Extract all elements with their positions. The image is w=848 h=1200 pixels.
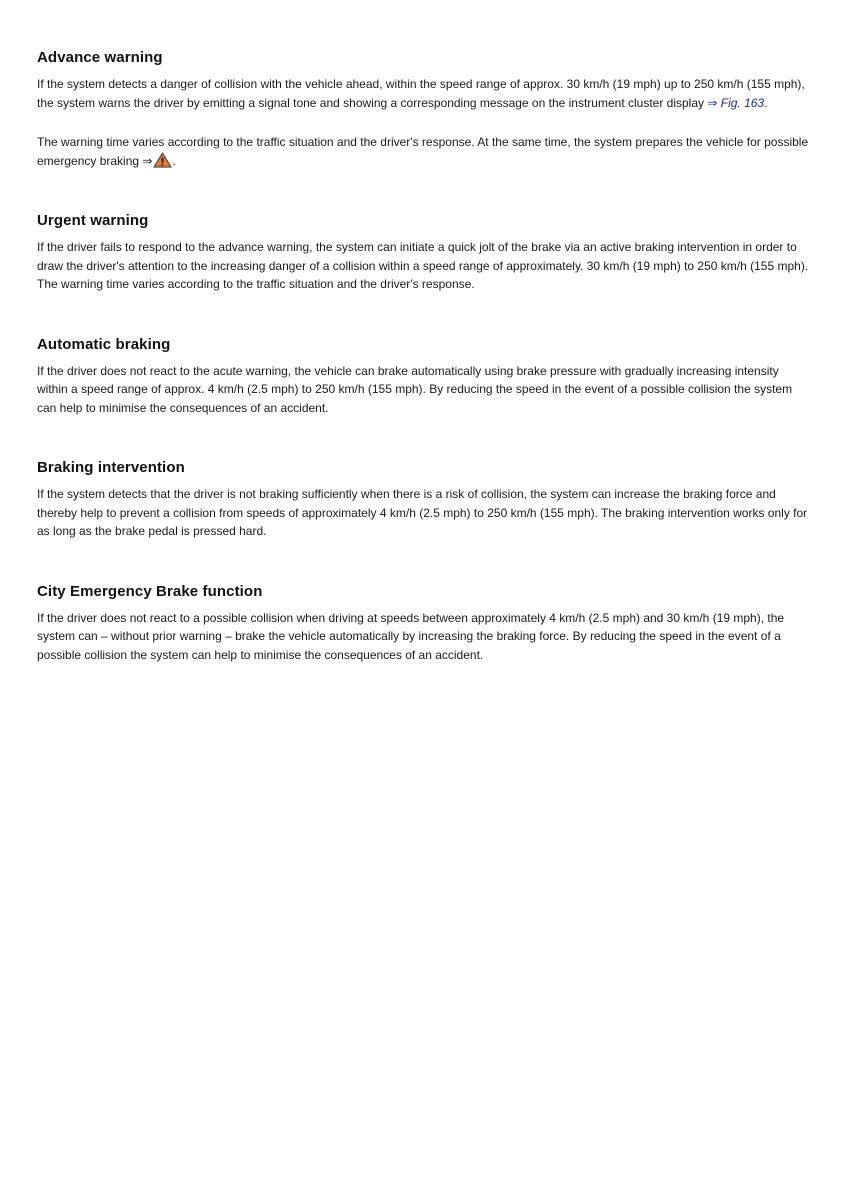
section-braking-intervention bbox=[37, 458, 812, 541]
warning-triangle-icon[interactable] bbox=[153, 152, 172, 168]
automatic-braking-paragraph: If the driver does not react to the acute warning, the vehicle can brake automatically using brake pressure with gradually increasing intensity within a speed range of approx. 4 km/h (2.5 mph) to 250 km/h (155 mph). By reducing the speed in the event of a possible collision the system can help to minimise the consequences of an accident. bbox=[37, 363, 793, 415]
urgent-warning-paragraph: If the driver fails to respond to the advance warning, the system can initiate a quick jolt of the brake via an active braking intervention in order to draw the driver's attention to the increasing danger of a collision within a speed range of approximately. 30 km/h (19 mph) to 250 km/h (155 mph). The warning time varies according to the traffic situation and the driver's response. bbox=[37, 240, 809, 291]
warning-arrow: ⇒ bbox=[142, 153, 153, 168]
heading-city-emergency-brake: City Emergency Brake function bbox=[37, 582, 263, 600]
warning-time-text-end: . bbox=[172, 153, 176, 168]
heading-urgent-warning: Urgent warning bbox=[37, 212, 149, 229]
advance-warning-text-end: . bbox=[764, 95, 768, 110]
document-page bbox=[37, 48, 812, 664]
heading-braking-intervention: Braking intervention bbox=[37, 459, 185, 476]
figure-163-link[interactable]: ⇒ Fig. 163 bbox=[707, 95, 765, 110]
braking-intervention-paragraph: If the system detects that the driver is not braking sufficiently when there is a risk of collision, the system can increase the braking force and thereby help to prevent a collision from speeds of approximately 4 km/h (2.5 mph) to 250 km/h (155 mph). The braking intervention works only for as long as the brake pedal is pressed hard. bbox=[37, 487, 808, 538]
section-advance-warning bbox=[37, 48, 812, 170]
heading-automatic-braking: Automatic braking bbox=[37, 335, 171, 353]
section-urgent-warning bbox=[37, 211, 812, 294]
advance-warning-paragraph-1 bbox=[37, 75, 812, 112]
advance-warning-text: If the system detects a danger of collision with the vehicle ahead, within the speed range of approx. 30 km/h (19 mph) up to 250 km/h (155 mph), the system warns the driver by emitting a signal tone and showing a corresponding message on the instrument cluster display bbox=[37, 77, 805, 110]
section-automatic-braking bbox=[37, 335, 812, 418]
city-emergency-brake-paragraph: If the driver does not react to a possible collision when driving at speeds between approximately 4 km/h (2.5 mph) and 30 km/h (19 mph), the system can – without prior warning – brake the vehicle automatically by increasing the braking force. By reducing the speed in the event of a possible collision the system can help to minimise the consequences of an accident. bbox=[37, 610, 785, 662]
warning-time-text: The warning time varies according to the traffic situation and the driver's response. At the same time, the system prepares the vehicle for possible emergency braking bbox=[37, 135, 809, 168]
heading-advance-warning: Advance warning bbox=[37, 49, 163, 66]
advance-warning-paragraph-2 bbox=[37, 133, 812, 170]
section-city-emergency-brake bbox=[37, 582, 812, 665]
